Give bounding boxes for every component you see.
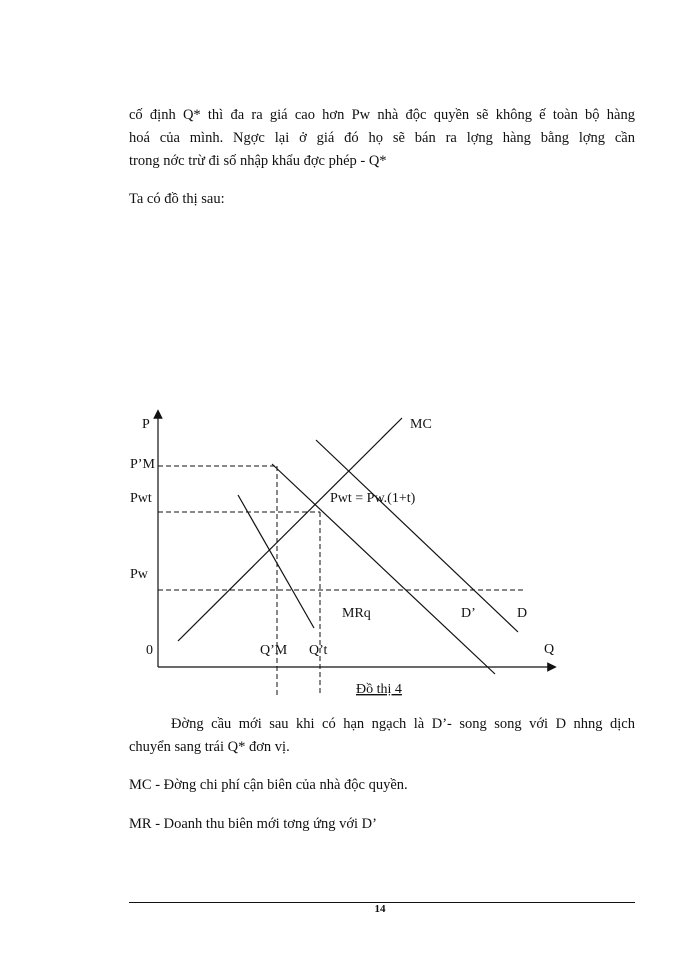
x-tick-label-qm: Q’M: [260, 643, 288, 658]
origin-label: 0: [146, 643, 153, 658]
d-label: D: [517, 606, 528, 621]
mc-definition: MC - Đờng chi phí cận biên của nhà độc quyền.: [129, 777, 408, 793]
intro-line-3: trong nớc trừ đi số nhập khẩu đợc phép - Q*: [129, 153, 387, 169]
page-number: 14: [374, 903, 386, 915]
d-prime-label: D’: [461, 606, 476, 621]
lead-in-text: Ta có đồ thị sau:: [129, 191, 225, 207]
explanation-line-2: chuyển sang trái Q* đơn vị.: [129, 739, 290, 755]
explanation-line-1: Đờng cầu mới sau khi có hạn ngạch là D’- song song với D nhng dịch: [171, 716, 635, 732]
pwt-annotation: Pwt = Pw.(1+t): [330, 491, 416, 506]
y-tick-label-pm: P’M: [130, 457, 155, 472]
explanation-paragraph: [129, 713, 635, 759]
mrq-curve: [238, 495, 314, 628]
y-axis-label: P: [142, 417, 150, 432]
intro-paragraph: [129, 104, 635, 173]
mrq-label: MRq: [342, 606, 371, 621]
x-axis-label: Q: [544, 642, 555, 657]
y-tick-label-pwt: Pwt: [130, 491, 152, 506]
x-tick-label-qt: Q’t: [309, 643, 328, 658]
y-tick-label-pw: Pw: [130, 567, 148, 582]
d-curve: [316, 440, 518, 632]
intro-line-2: hoá của mình. Ngợc lại ở giá đó họ sẽ bán ra lợng hàng bằng lợng cần: [129, 130, 635, 146]
graph-caption: Đồ thị 4: [356, 682, 402, 697]
quota-monopoly-graph: [120, 400, 580, 700]
mr-definition: MR - Doanh thu biên mới tơng ứng với D’: [129, 816, 377, 832]
mc-label: MC: [410, 417, 432, 432]
intro-line-1: cố định Q* thì đa ra giá cao hơn Pw nhà độc quyền sẽ không ế toàn bộ hàng: [129, 107, 635, 123]
